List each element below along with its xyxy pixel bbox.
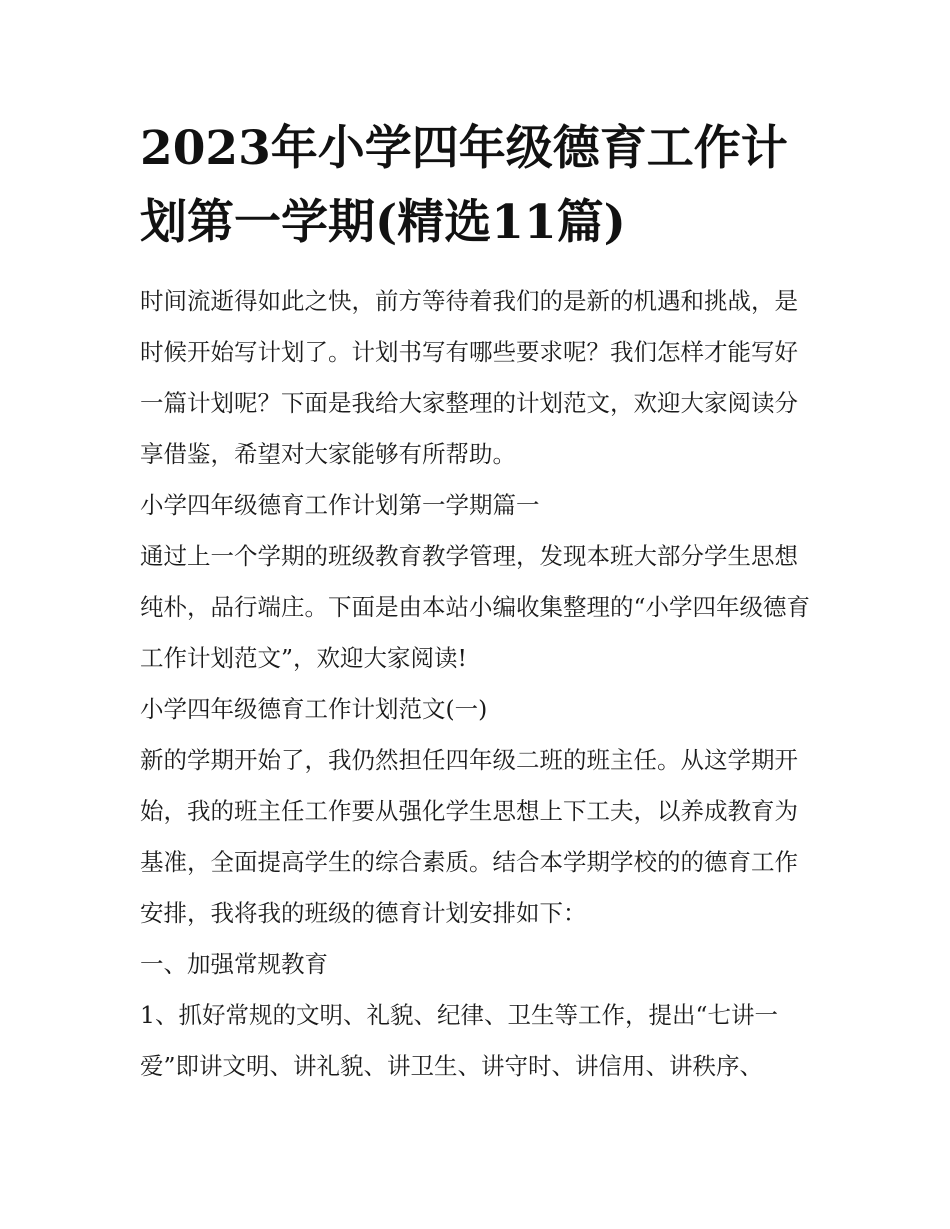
- body-paragraph: 新的学期开始了，我仍然担任四年级二班的班主任。从这学期开始，我的班主任工作要从强化学生思想上下工夫，以养成教育为基准，全面提高学生的综合素质。结合本学期学校的的德育工作安排，我将我的班级的德育计划安排如下：: [140, 746, 798, 927]
- list-item-paragraph: 1、抓好常规的文明、礼貌、纪律、卫生等工作，提出“七讲一爱”即讲文明、讲礼貌、讲卫生、讲守时、讲信用、讲秩序、: [140, 1001, 778, 1080]
- document-title: 2023年小学四年级德育工作计划第一学期(精选11篇): [140, 121, 788, 250]
- intro-paragraph: 时间流逝得如此之快，前方等待着我们的是新的机遇和挑战，是时候开始写计划了。计划书写有哪些要求呢？我们怎样才能写好一篇计划呢？下面是我给大家整理的计划范文，欢迎大家阅读分享借鉴，希望对大家能够有所帮助。: [140, 287, 798, 468]
- section-heading-routine-education: 一、加强常规教育: [140, 950, 328, 978]
- subsection-heading-sample-one: 小学四年级德育工作计划范文(一): [140, 695, 488, 723]
- body-paragraph: 通过上一个学期的班级教育教学管理，发现本班大部分学生思想纯朴，品行端庄。下面是由本站小编收集整理的“小学四年级德育工作计划范文”，欢迎大家阅读!: [140, 542, 811, 672]
- section-heading-part-one: 小学四年级德育工作计划第一学期篇一: [140, 491, 540, 519]
- document-body: [140, 276, 820, 1092]
